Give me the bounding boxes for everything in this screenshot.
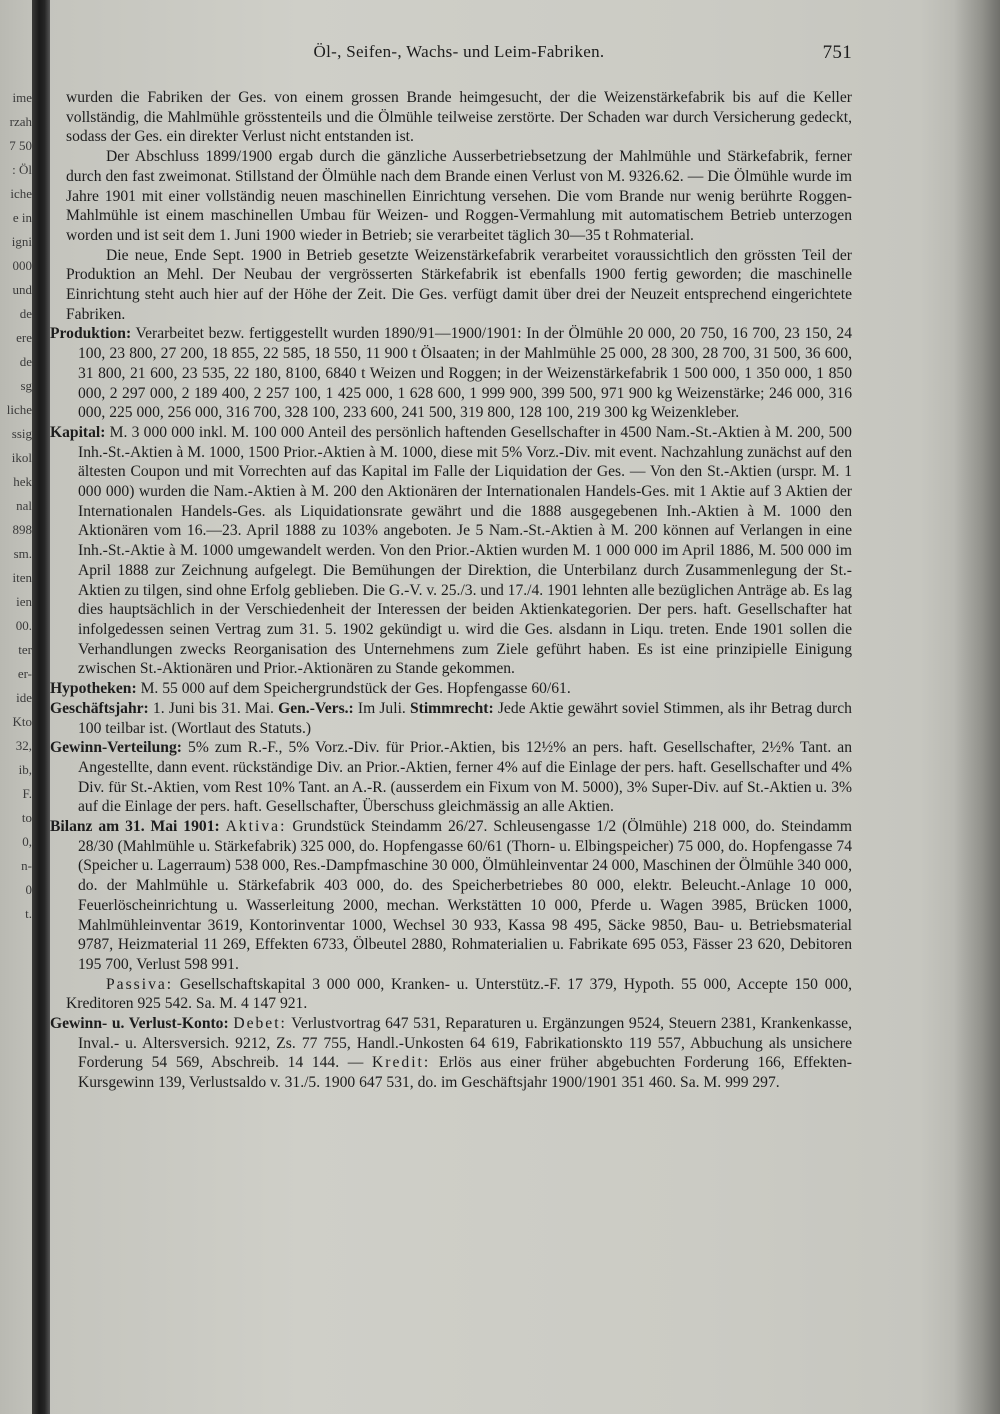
margin-fragment: sm.: [13, 546, 32, 561]
hypotheken-label: Hypotheken:: [50, 680, 137, 698]
margin-fragment: to: [21, 810, 32, 825]
margin-fragment: liche: [6, 402, 32, 417]
body-text: [50, 88, 853, 1093]
margin-fragment: F.: [22, 786, 32, 801]
margin-fragment: hek: [13, 474, 32, 489]
passiva-label: Passiva:: [106, 975, 174, 993]
aktiva-label: Aktiva:: [225, 818, 287, 836]
margin-fragment: ib,: [18, 762, 32, 777]
produktion-label: Produktion:: [50, 325, 132, 343]
margin-fragment: 898: [12, 522, 32, 537]
margin-fragment: : Öl: [12, 162, 32, 177]
gen-vers-label: Gen.-Vers.:: [278, 699, 354, 717]
margin-fragment: ime: [12, 90, 32, 105]
margin-fragment: 00.: [15, 618, 32, 633]
margin-fragment: n-: [21, 858, 32, 873]
page-edge-shadow: [954, 0, 1000, 1414]
margin-fragment: sg: [20, 378, 32, 393]
aktiva-text: Grundstück Steindamm 26/27. Schleusengasse 1/2 (Ölmühle) 218 000, do. Steindamm 28/30 (Mahlmühle u. Stärkefabrik) 325 000, do. Hopfengasse 60/61 (Thorn- u. Elbingspeicher) 75 000, do. Hopfengasse 74 (Speicher u. Lagerraum) 538 000, Res.-Dampfmaschine 30 000, Ölmühleinventar 24 000, Maschinen der Ölmühle 340 000, do. der Mahlmühle u. Stärkefabrik 403 000, do. des Speicherbetriebes 80 000, elektr. Beleucht.-Anlage 10 000, Feuerlöscheinrichtung u. Wasserleitung 2000, mechan. Werkstätten 10 000, Pferde u. Wagen 3985, Brücken 1000, Mahlmühleinventar 3619, Kontorinventar 1000, Wechsel 30 933, Kassa 98 495, Säcke 9850, Bau- u. Betriebsmaterial 9787, Heizmaterial 11 269, Effekten 6733, Ölbeutel 2880, Rohmaterialien u. Fabrikate 695 053, Fässer 23 620, Debitoren 195 700, Verlust 598 991.: [78, 818, 853, 973]
produktion-text: Verarbeitet bezw. fertiggestellt wurden 1890/91—1900/1901: In der Ölmühle 20 000, 20 750, 16 700, 23 150, 24 100, 23 800, 27 200, 18 855, 22 585, 18 550, 11 900 t Ölsaaten; in der Mahlmühle 25 000, 28 300, 28 700, 31 500, 36 600, 31 800, 21 600, 23 535, 22 180, 8100, 6840 t Weizen und Roggen; in der Weizenstärkefabrik 1 500 000, 1 350 000, 1 850 000, 2 297 000, 2 189 400, 2 257 100, 1 425 000, 1 628 600, 1 999 900, 399 500, 971 900 kg Weizenstärke; 246 000, 316 000, 225 000, 256 000, 316 700, 328 100, 233 600, 241 500, 319 800, 128 100, 219 300 kg Weizenkleber.: [78, 325, 852, 422]
page-number: 751: [822, 42, 852, 63]
margin-fragment: e in: [12, 210, 32, 225]
margin-fragment: rzah: [9, 114, 32, 129]
section-hypotheken: [50, 679, 852, 699]
document-page: [50, 42, 853, 1093]
margin-fragment: iche: [10, 186, 32, 201]
debet-label: Debet:: [233, 1015, 287, 1033]
running-header: [66, 42, 852, 70]
section-gewinn-verlust: [50, 1014, 852, 1093]
margin-fragment: ere: [16, 330, 32, 345]
margin-fragment: er-: [17, 666, 32, 681]
margin-fragment: ien: [16, 594, 32, 609]
margin-fragment: 7 50: [9, 138, 32, 153]
paragraph-closing: Der Abschluss 1899/1900 ergab durch die gänzliche Ausserbetriebsetzung der Mahlmühle und Stärkefabrik, ferner durch den fast zweimonat. Stillstand der Ölmühle nach dem Brande einen Verlust von M. 9326.62. — Die Ölmühle wurde im Jahre 1901 mit einer vollständig neuen maschinellen Einrichtung versehen. Die vom Brande nur wenig berührte Roggen-Mahlmühle ist einem maschinellen Umbau für Weizen- und Roggen-Vermahlung mit automatischem Betrieb unterzogen worden und ist seit dem 1. Juni 1900 wieder in Betrieb; sie verarbeitet täglich 30—35 t Rohmaterial.: [66, 148, 852, 244]
section-geschaeftsjahr: [50, 699, 852, 738]
section-passiva: [66, 975, 852, 1014]
section-bilanz: [50, 817, 853, 975]
debet-text: Verlustvortrag 647 531, Reparaturen u. Ergänzungen 9524, Steuern 2381, Krankenkasse, Inval.- u. Altersversich. 9212, Zs. 77 755, Handl.-Unkosten 64 619, Fabrikationskto 119 557, Abbuchung als unsichere Forderung 54 569, Abschreib. 14 144. —: [78, 1015, 852, 1072]
kapital-text: M. 3 000 000 inkl. M. 100 000 Anteil des persönlich haftenden Gesellschafter in 4500 Nam.-St.-Aktien à M. 200, 500 Inh.-St.-Aktien à M. 1000, 1500 Prior.-Aktien à M. 1000, diese mit 5% Vorz.-Div. mit event. Nachzahlung zunächst auf den ältesten Coupon und mit Vorrechten auf das Kapital im Falle der Liquidation der Ges. — Von den St.-Aktien (urspr. M. 1 000 000) wurden die Nam.-Aktien à M. 200 den Aktionären der Internationalen Handels-Ges. mit 1 Aktie auf 3 Aktien der Internationalen Handels-Ges. als Liquidationsrate gewährt und die 1888 ausgegebenen Inh.-Aktien à M. 1000 den Aktionären vom 16.—23. April 1888 zu 103% angeboten. Je 5 Nam.-St.-Aktien à M. 200 können auf Verlangen in eine Inh.-St.-Aktie à M. 1000 umgewandelt werden. Von den Prior.-Aktien wurden M. 1 000 000 im April 1886, M. 500 000 im April 1888 zur Zeichnung aufgelegt. Die Bemühungen der Direktion, die Unterbilanz durch Zusammenlegung der St.-Aktien zu tilgen, sind ohne Erfolg geblieben. Die G.-V. v. 25./3. und 17./4. 1901 lehnten alle bezüglichen Anträge ab. Es lag dies hauptsächlich in der Verschiedenheit der Interessen der beiden Aktienkategorien. Der pers. haft. Gesellschafter hat infolgedessen seinen Vertrag zum 31. 5. 1902 gekündigt u. wird die Ges. alsdann in Liqu. treten. Ende 1901 sollen die Verhandlungen zwecks Reorganisation des Unternehmens zum Ziele geführt haben. Es ist eine prinzipielle Einigung zwischen St.-Aktionären und Prior.-Aktionären zu Stande gekommen.: [78, 423, 852, 678]
margin-fragment: ikol: [11, 450, 32, 465]
paragraph-fire: wurden die Fabriken der Ges. von einem grossen Brande heimgesucht, der die Weizenstärkefabrik bis auf die Keller vollständig, die Mahlmühle grösstenteils und die Ölmühle teilweise zerstörte. Der Schaden war durch Versicherung gedeckt, sodass der Ges. ein direkter Verlust nicht entstanden ist.: [66, 89, 852, 146]
margin-fragment: Kto: [12, 714, 32, 729]
geschaeftsjahr-text: 1. Juni bis 31. Mai.: [152, 699, 274, 717]
margin-fragment: t.: [25, 906, 32, 921]
kredit-text: Erlös aus einer früher abgebuchten Forderung 166, Effekten-Kursgewinn 139, Verlustsaldo v. 31./5. 1900 647 531, do. im Geschäftsjahr 1900/1901 351 460. Sa. M. 999 297.: [78, 1054, 852, 1092]
margin-fragment: ssig: [11, 426, 32, 441]
kredit-label: Kredit:: [372, 1054, 431, 1072]
kapital-label: Kapital:: [50, 423, 106, 441]
running-header-title: Öl-, Seifen-, Wachs- und Leim-Fabriken.: [313, 42, 605, 61]
hypotheken-text: M. 55 000 auf dem Speichergrundstück der Ges. Hopfengasse 60/61.: [140, 680, 571, 698]
gewinn-verteilung-text: 5% zum R.-F., 5% Vorz.-Div. für Prior.-Aktien, bis 12½% an pers. haft. Gesellschafter, 2½% Tant. an Angestellte, dann event. rückständige Div. an Prior.-Aktien, ferner 4% auf die Einlage der pers. haft. Gesellschafter und 4% Div. für St.-Aktien, vom Rest 10% Tant. an A.-R. (ausserdem ein Fixum von M. 5000), 3% Super-Div. auf St.-Aktien u. 3% auf die Einlage der pers. haft. Gesellschafter, Überschuss gleichmässig an alle Aktien.: [78, 739, 852, 816]
margin-fragment: iten: [12, 570, 32, 585]
stimmrecht-text: Jede Aktie gewährt soviel Stimmen, als ihr Betrag durch 100 teilbar ist. (Wortlaut des Statuts.): [78, 699, 852, 737]
margin-fragment: ide: [16, 690, 32, 705]
section-kapital: [50, 423, 852, 679]
margin-fragment: de: [19, 354, 32, 369]
paragraph-new-factory: Die neue, Ende Sept. 1900 in Betrieb gesetzte Weizenstärkefabrik verarbeitet voraussichtlich den grössten Teil der Produktion an Mehl. Der Neubau der vergrösserten Stärkefabrik ist ebenfalls 1900 fertig geworden; die maschinelle Einrichtung steht auch hier auf der Höhe der Zeit. Die Ges. verfügt damit über drei der Neuzeit entsprechend eingerichtete Fabriken.: [66, 246, 852, 323]
bilanz-label: Bilanz am 31. Mai 1901:: [50, 818, 220, 836]
margin-fragment: nal: [16, 498, 32, 513]
geschaeftsjahr-label: Geschäftsjahr:: [50, 699, 149, 717]
margin-fragment: 0,: [22, 834, 32, 849]
gen-vers-text: Im Juli.: [357, 699, 406, 717]
margin-fragment: 000: [12, 258, 32, 273]
passiva-text: Gesellschaftskapital 3 000 000, Kranken- u. Unterstütz.-F. 17 379, Hypoth. 55 000, Accepte 150 000, Kreditoren 925 542. Sa. M. 4 147 921.: [66, 975, 852, 1013]
gewinn-verteilung-label: Gewinn-Verteilung:: [50, 739, 182, 757]
margin-fragment: de: [19, 306, 32, 321]
stimmrecht-label: Stimmrecht:: [409, 699, 494, 717]
margin-fragment: 0: [25, 882, 32, 897]
margin-fragment: 32,: [15, 738, 32, 753]
book-binding-shadow: [32, 0, 50, 1414]
previous-page-margin: [0, 90, 32, 990]
section-gewinn-verteilung: [50, 738, 852, 817]
gewinn-verlust-label: Gewinn- u. Verlust-Konto:: [50, 1015, 229, 1033]
margin-fragment: und: [12, 282, 32, 297]
section-produktion: [50, 324, 852, 423]
margin-fragment: ter: [18, 642, 32, 657]
margin-fragment: igni: [11, 234, 32, 249]
